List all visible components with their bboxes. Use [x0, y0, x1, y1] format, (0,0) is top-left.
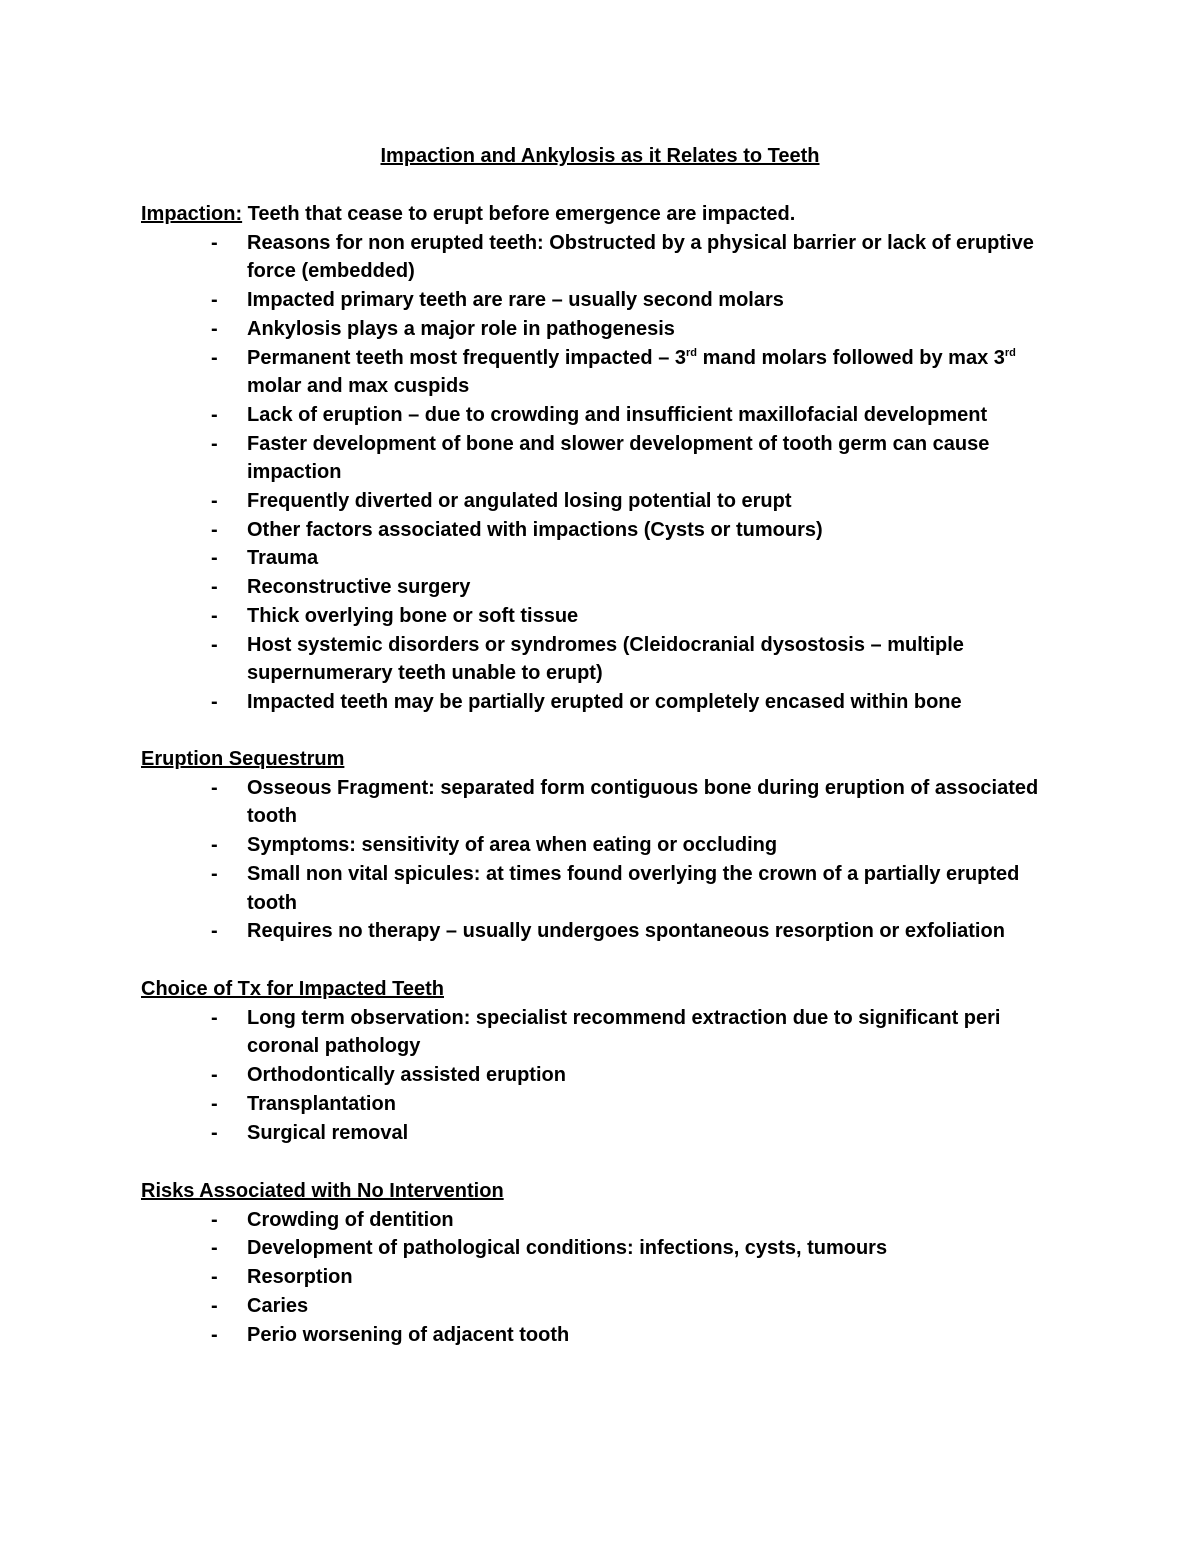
choice-list	[141, 1004, 1041, 1148]
list-item: - Long term observation: specialist recommend extraction due to significant peri coronal pathology	[141, 1004, 1041, 1061]
bullet-dash: -	[211, 604, 218, 627]
bullet-dash: -	[211, 576, 218, 599]
bullet-dash: -	[211, 1266, 218, 1289]
bullet-dash: -	[211, 1237, 218, 1260]
list-item: - Reasons for non erupted teeth: Obstructed by a physical barrier or lack of eruptive force (embedded)	[141, 229, 1041, 286]
list-item: - Symptoms: sensitivity of area when eating or occluding	[141, 831, 1041, 860]
impaction-intro: Teeth that cease to erupt before emergence are impacted.	[242, 203, 796, 225]
bullet-dash: -	[211, 1064, 218, 1087]
section-impaction	[141, 200, 1041, 717]
bullet-dash: -	[211, 1121, 218, 1144]
list-item: - Thick overlying bone or soft tissue	[141, 602, 1041, 631]
section-eruption-sequestrum	[141, 745, 1041, 946]
bullet-dash: -	[211, 432, 218, 455]
list-item: - Permanent teeth most frequently impacted – 3rd mand molars followed by max 3rd molar and max cuspids	[141, 344, 1041, 401]
list-item: - Perio worsening of adjacent tooth	[141, 1321, 1041, 1350]
list-item: - Surgical removal	[141, 1119, 1041, 1148]
bullet-dash: -	[211, 920, 218, 943]
bullet-dash: -	[211, 547, 218, 570]
bullet-dash: -	[211, 518, 218, 541]
section-choice-of-tx	[141, 975, 1041, 1147]
bullet-dash: -	[211, 690, 218, 713]
section-risks	[141, 1177, 1041, 1349]
impaction-list	[141, 229, 1041, 717]
list-item: - Resorption	[141, 1263, 1041, 1292]
page-title: Impaction and Ankylosis as it Relates to Teeth	[380, 145, 820, 167]
list-item: - Orthodontically assisted eruption	[141, 1061, 1041, 1090]
bullet-dash: -	[211, 1294, 218, 1317]
bullet-dash: -	[211, 633, 218, 656]
impaction-heading-line	[141, 200, 1041, 229]
list-item: - Ankylosis plays a major role in pathogenesis	[141, 315, 1041, 344]
bullet-dash: -	[211, 231, 218, 254]
list-item: - Faster development of bone and slower development of tooth germ can cause impaction	[141, 430, 1041, 487]
section-heading: Choice of Tx for Impacted Teeth	[141, 978, 444, 1000]
list-item: - Caries	[141, 1292, 1041, 1321]
list-item: - Small non vital spicules: at times found overlying the crown of a partially erupted tooth	[141, 860, 1041, 917]
list-item: - Osseous Fragment: separated form contiguous bone during eruption of associated tooth	[141, 774, 1041, 831]
bullet-dash: -	[211, 862, 218, 885]
sequestrum-list	[141, 774, 1041, 946]
bullet-dash: -	[211, 1208, 218, 1231]
list-item: - Host systemic disorders or syndromes (Cleidocranial dysostosis – multiple supernumerary teeth unable to erupt)	[141, 631, 1041, 688]
list-item: - Lack of eruption – due to crowding and insufficient maxillofacial development	[141, 401, 1041, 430]
bullet-dash: -	[211, 317, 218, 340]
bullet-dash: -	[211, 403, 218, 426]
section-heading: Risks Associated with No Intervention	[141, 1180, 504, 1202]
bullet-dash: -	[211, 490, 218, 513]
section-heading: Eruption Sequestrum	[141, 748, 345, 770]
list-item: - Requires no therapy – usually undergoes spontaneous resorption or exfoliation	[141, 917, 1041, 946]
list-item: - Other factors associated with impactions (Cysts or tumours)	[141, 516, 1041, 545]
bullet-dash: -	[211, 776, 218, 799]
list-item: - Reconstructive surgery	[141, 573, 1041, 602]
list-item: - Trauma	[141, 544, 1041, 573]
list-item: - Crowding of dentition	[141, 1206, 1041, 1235]
bullet-dash: -	[211, 1092, 218, 1115]
bullet-dash: -	[211, 1006, 218, 1029]
bullet-dash: -	[211, 1323, 218, 1346]
list-item: - Transplantation	[141, 1090, 1041, 1119]
list-item: - Impacted primary teeth are rare – usually second molars	[141, 286, 1041, 315]
bullet-dash: -	[211, 346, 218, 369]
risks-list	[141, 1206, 1041, 1350]
bullet-dash: -	[211, 834, 218, 857]
list-item: - Impacted teeth may be partially erupted or completely encased within bone	[141, 688, 1041, 717]
list-item: - Frequently diverted or angulated losing potential to erupt	[141, 487, 1041, 516]
bullet-dash: -	[211, 289, 218, 312]
section-heading: Impaction:	[141, 203, 243, 225]
list-item: - Development of pathological conditions: infections, cysts, tumours	[141, 1234, 1041, 1263]
